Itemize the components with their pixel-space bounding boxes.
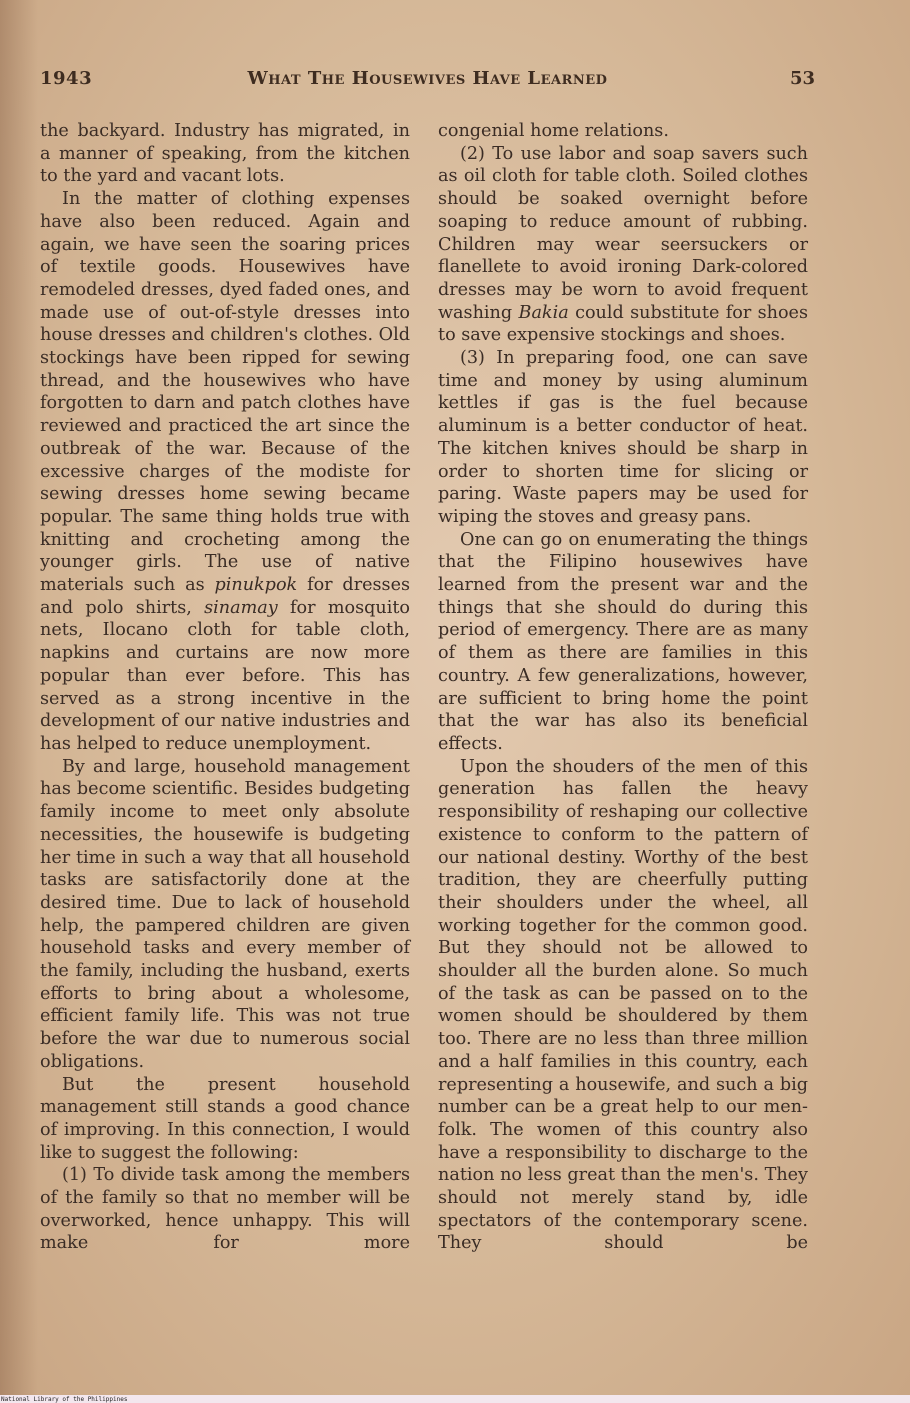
- native-term: pinukpok: [214, 575, 298, 596]
- paragraph: (1) To divide task among the members of the family so that no member will be overworked, hence unhappy. This will make for more: [40, 1165, 410, 1254]
- paragraph-text: for dresses and polo shirts,: [40, 575, 411, 618]
- left-column: [40, 120, 410, 1255]
- paragraph: (3) In preparing food, one can save time and money by using aluminum kettles if gas is the fuel because aluminum is a better conductor of heat. The kitchen knives should be sharp in order to shorten time for slicing or paring. Waste papers may be used for wiping the stoves and greasy pans.: [438, 348, 808, 527]
- scan-credit: National Library of the Philippines: [1, 1396, 128, 1403]
- header-title: What The Housewives Have Learned: [247, 68, 608, 89]
- paragraph: congenial home relations.: [438, 121, 669, 141]
- paragraph: the backyard. Industry has migrated, in a manner of speaking, from the kitchen to the yard and vacant lots.: [40, 121, 410, 187]
- native-term: Bakia: [518, 302, 569, 323]
- paragraph: One can go on enumerating the things that the Filipino housewives have learned from the present war and the things that she should do during this period of emergency. There are as many of them as there are families in this country. A few generalizations, however, are sufficient to bring home the point that the war has also its beneficial effects.: [438, 529, 808, 754]
- paragraph: Upon the shouders of the men of this generation has fallen the heavy responsibility of reshaping our collective existence to conform to the pattern of our national destiny. Worthy of the best tradition, they are cheerfully putting their shoulders under the wheel, all working together for the common good. But they should not be allowed to shoulder all the burden alone. So much of the task as can be passed on to the women should be shouldered by them too. There are no less than three million and a half families in this country, each representing a housewife, and such a big number can be a great help to our men-folk. The women of this country also have a responsibility to discharge to the nation no less great than the men's. They should not merely stand by, idle spectators of the contemporary scene. They should be: [438, 756, 808, 1254]
- native-term: sinamay: [204, 597, 278, 618]
- paragraph-text: could substitute for shoes to save expensive stockings and shoes.: [438, 302, 809, 346]
- paragraph-text: In the matter of clothing expenses have also been reduced. Again and again, we have seen the soaring prices of textile goods. Housewives have remodeled dresses, dyed faded ones, and made use of out-of-style dresses into house dresses and children's clothes. Old stockings have been ripped for sewing thread, and the housewives who have forgotten to darn and patch clothes have reviewed and practiced the art since the outbreak of the war. Because of the excessive charges of the modiste for sewing dresses home sewing became popular. The same thing holds true with knitting and crocheting among the younger girls. The use of native materials such as: [40, 189, 410, 596]
- paragraph-text: for mosquito nets, Ilocano cloth for table cloth, napkins and curtains are now more popular than ever before. This has served as a strong incentive in the development of our native industries and has helped to reduce unemployment.: [40, 597, 411, 754]
- paragraph-text: (2) To use labor and soap savers such as oil cloth for table cloth. Soiled clothes should be soaked overnight before soaping to reduce amount of rubbing. Children may wear seersuckers or flanellete to avoid ironing Dark-colored dresses may be worn to avoid frequent washing: [438, 143, 808, 323]
- binding-shadow: [0, 0, 38, 1395]
- paragraph: But the present household management still stands a good chance of improving. In this connection, I would like to suggest the following:: [40, 1074, 410, 1163]
- header-year: 1943: [40, 68, 93, 89]
- paragraph: [438, 143, 808, 347]
- page-number: 53: [789, 68, 815, 89]
- paragraph: By and large, household management has become scientific. Besides budgeting family income to meet only absolute necessities, the housewife is budgeting her time in such a way that all household tasks are satisfactorily done at the desired time. Due to lack of household help, the pampered children are given household tasks and every member of the family, including the husband, exerts efforts to bring about a wholesome, efficient family life. This was not true before the war due to numerous social obligations.: [40, 756, 410, 1072]
- paragraph: [40, 188, 410, 756]
- right-column: [438, 120, 808, 1255]
- running-header: [40, 68, 815, 98]
